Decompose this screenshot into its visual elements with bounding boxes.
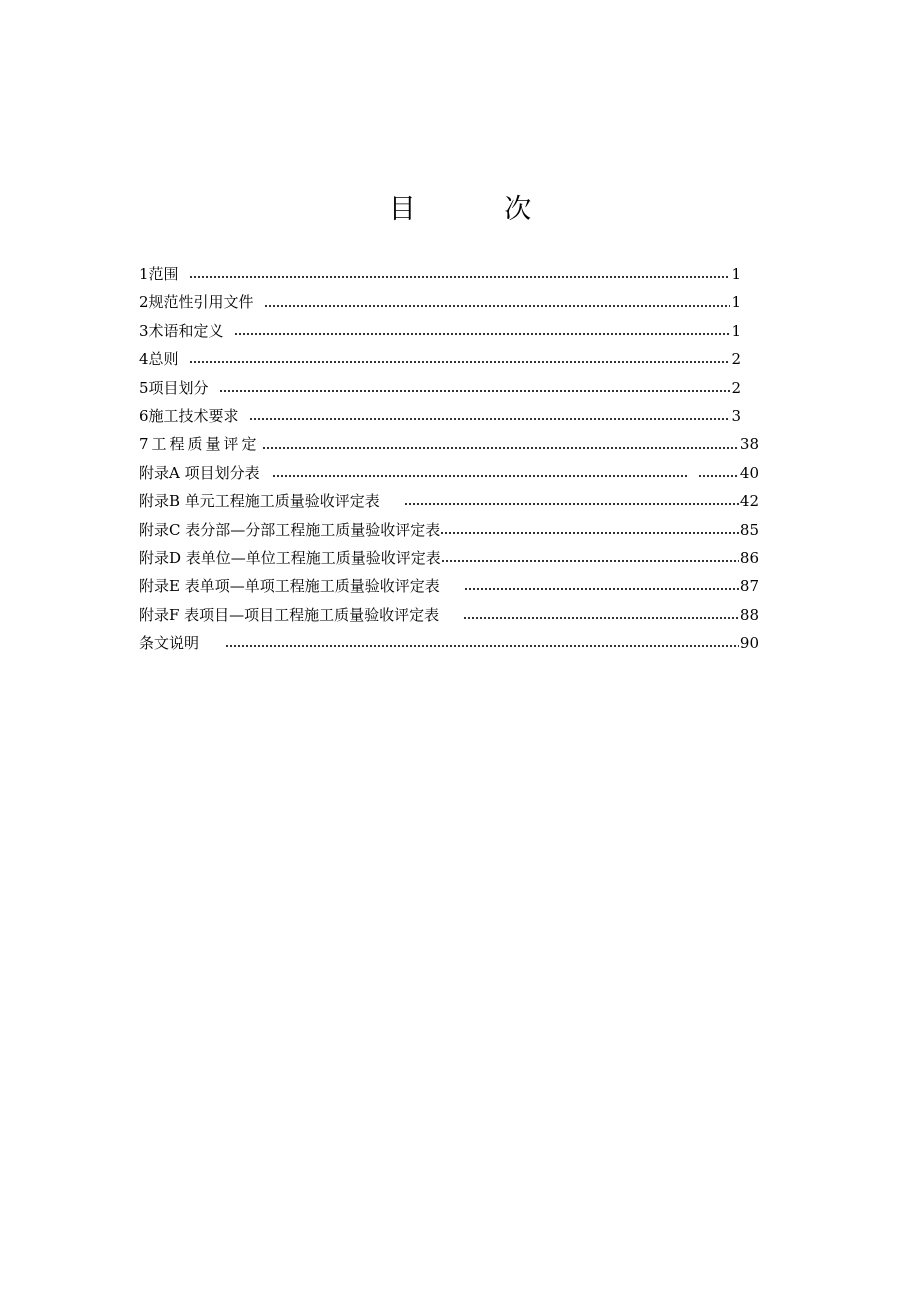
toc-entry-page: 2: [731, 350, 741, 369]
toc-entry-title: 2规范性引用文件: [139, 293, 254, 312]
toc-entry-title: 附录D 表单位—单位工程施工质量验收评定表: [139, 548, 441, 567]
dot-leader: [463, 617, 739, 619]
toc-entry-appendix-e[interactable]: [139, 572, 759, 600]
toc-entry-page: 1: [731, 293, 741, 312]
toc-heading: 目 次: [388, 194, 572, 225]
toc-entry-title: 3术语和定义: [139, 321, 224, 340]
toc-entry-title: 1范围: [139, 265, 179, 283]
toc-entry-page: 38: [739, 435, 759, 454]
toc-entry-title: 条文说明: [139, 634, 200, 653]
dot-leader: [262, 447, 739, 449]
toc-entry-page: 90: [739, 634, 759, 653]
toc-entry-page: 88: [739, 605, 759, 624]
toc-entry-page: 42: [739, 492, 759, 511]
toc-entry-page: 1: [731, 321, 741, 340]
table-of-contents: [139, 260, 759, 657]
toc-entry-title: 附录A 项目划分表: [139, 463, 260, 482]
toc-entry-explanatory-notes[interactable]: [139, 629, 759, 657]
toc-entry-appendix-b[interactable]: [139, 487, 759, 515]
toc-entry-title: 6施工技术要求: [139, 406, 239, 425]
dot-leader: [440, 532, 739, 534]
dot-leader: [264, 305, 731, 307]
dot-leader: [272, 475, 688, 477]
toc-entry-scope[interactable]: [139, 260, 741, 288]
toc-entry-title: 附录E 表单项—单项工程施工质量验收评定表: [139, 577, 440, 596]
toc-entry-page: 86: [739, 548, 759, 567]
toc-entry-terms-definitions[interactable]: [139, 317, 741, 345]
toc-entry-title: 5项目划分: [139, 378, 209, 397]
toc-entry-title: 4总则: [139, 350, 179, 369]
toc-entry-appendix-c[interactable]: [139, 516, 759, 544]
toc-entry-general-principles[interactable]: [139, 345, 741, 373]
dot-leader: [404, 503, 739, 505]
toc-entry-page: 3: [731, 406, 741, 425]
dot-leader: [225, 645, 739, 647]
toc-entry-page: 2: [731, 378, 741, 397]
dot-leader: [189, 276, 731, 278]
dot-leader: [464, 588, 739, 590]
toc-entry-title: 附录F 表项目—项目工程施工质量验收评定表: [139, 605, 440, 624]
toc-entry-project-division[interactable]: [139, 374, 741, 402]
dot-leader: [698, 475, 739, 477]
toc-entry-appendix-f[interactable]: [139, 601, 759, 629]
toc-entry-appendix-a[interactable]: [139, 459, 759, 487]
toc-entry-page: 85: [739, 520, 759, 539]
toc-entry-page: 40: [739, 463, 759, 482]
toc-entry-page: 87: [739, 577, 759, 596]
toc-entry-quality-evaluation[interactable]: [139, 430, 759, 458]
toc-entry-title: 附录B 单元工程施工质量验收评定表: [139, 492, 380, 511]
dot-leader: [441, 560, 739, 562]
toc-entry-title: 附录C 表分部—分部工程施工质量验收评定表: [139, 520, 441, 539]
toc-entry-construction-requirements[interactable]: [139, 402, 741, 430]
toc-entry-appendix-d[interactable]: [139, 544, 759, 572]
toc-entry-title: 7工程质量评定: [139, 435, 260, 454]
toc-entry-page: 1: [731, 265, 741, 283]
dot-leader: [234, 333, 731, 335]
dot-leader: [219, 390, 731, 392]
dot-leader: [249, 418, 731, 420]
dot-leader: [189, 361, 731, 363]
toc-entry-normative-references[interactable]: [139, 288, 741, 316]
